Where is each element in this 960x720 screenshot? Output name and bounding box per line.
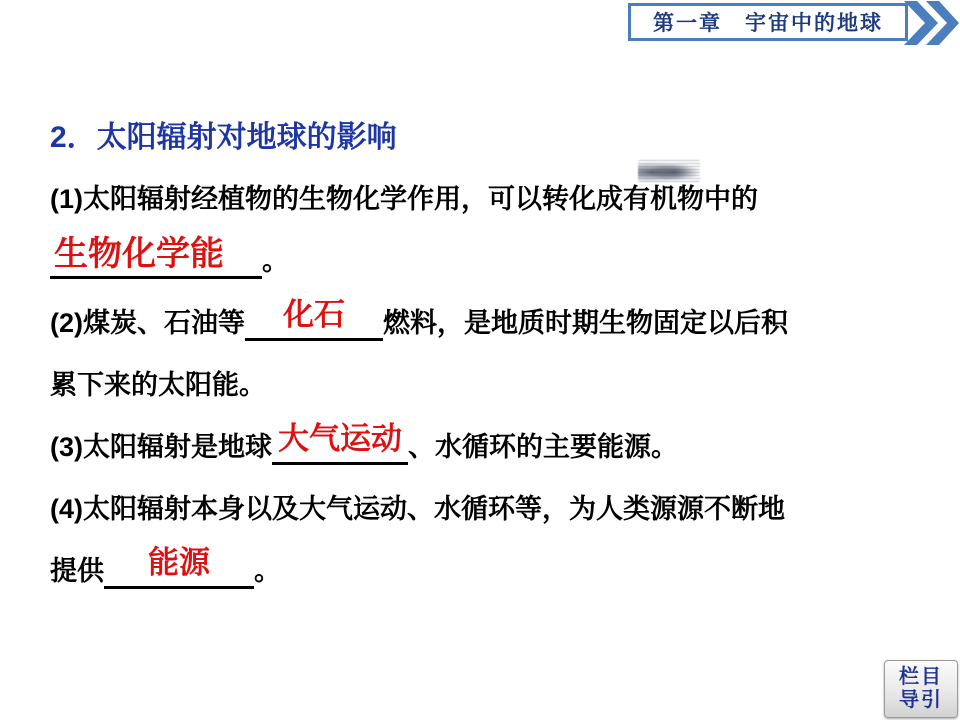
content-area: [50, 155, 945, 589]
answer-text: 能源: [148, 544, 210, 580]
answer-blank-fossil: [245, 296, 383, 341]
item3-pre-text: (3)太阳辐射是地球: [50, 431, 272, 462]
double-chevron-icon: [902, 0, 960, 46]
text-line-3: [50, 279, 945, 341]
chapter-title: 第一章 宇宙中的地球: [653, 12, 883, 35]
item4-post-text: 。: [254, 555, 281, 586]
item2-cont-text: 累下来的太阳能。: [50, 369, 266, 400]
answer-blank-energy: [104, 544, 254, 589]
answer-blank-biochemical-energy: [50, 234, 262, 279]
item1-post-text: 。: [262, 245, 289, 276]
text-line-5: [50, 403, 945, 465]
item3-post-text: 、水循环的主要能源。: [408, 431, 678, 462]
chapter-banner: [628, 3, 908, 41]
item2-mid-text: 燃料，是地质时期生物固定以后积: [383, 307, 788, 338]
answer-text: 大气运动: [278, 420, 402, 456]
item2-pre-text: (2)煤炭、石油等: [50, 307, 245, 338]
section-title: 2．太阳辐射对地球的影响: [50, 121, 397, 154]
column-nav-label-line2: 导引: [899, 689, 943, 711]
text-line-2: [50, 217, 945, 279]
text-line-4: [50, 341, 945, 403]
answer-blank-atmospheric-motion: [272, 420, 408, 465]
answer-text: 化石: [283, 296, 345, 332]
text-line-7: [50, 527, 945, 589]
answer-text: 生物化学能: [54, 234, 224, 273]
item4-pre-text: (4)太阳辐射本身以及大气运动、水循环等，为人类源源不断地: [50, 493, 785, 524]
item4-cont-pre-text: 提供: [50, 555, 104, 586]
text-line-1: [50, 155, 945, 217]
column-nav-label-line1: 栏目: [899, 666, 943, 688]
item1-pre-text: (1)太阳辐射经植物的生物化学作用，可以转化成有机物中的: [50, 183, 758, 214]
column-nav-button[interactable]: [884, 660, 958, 718]
text-line-6: [50, 465, 945, 527]
